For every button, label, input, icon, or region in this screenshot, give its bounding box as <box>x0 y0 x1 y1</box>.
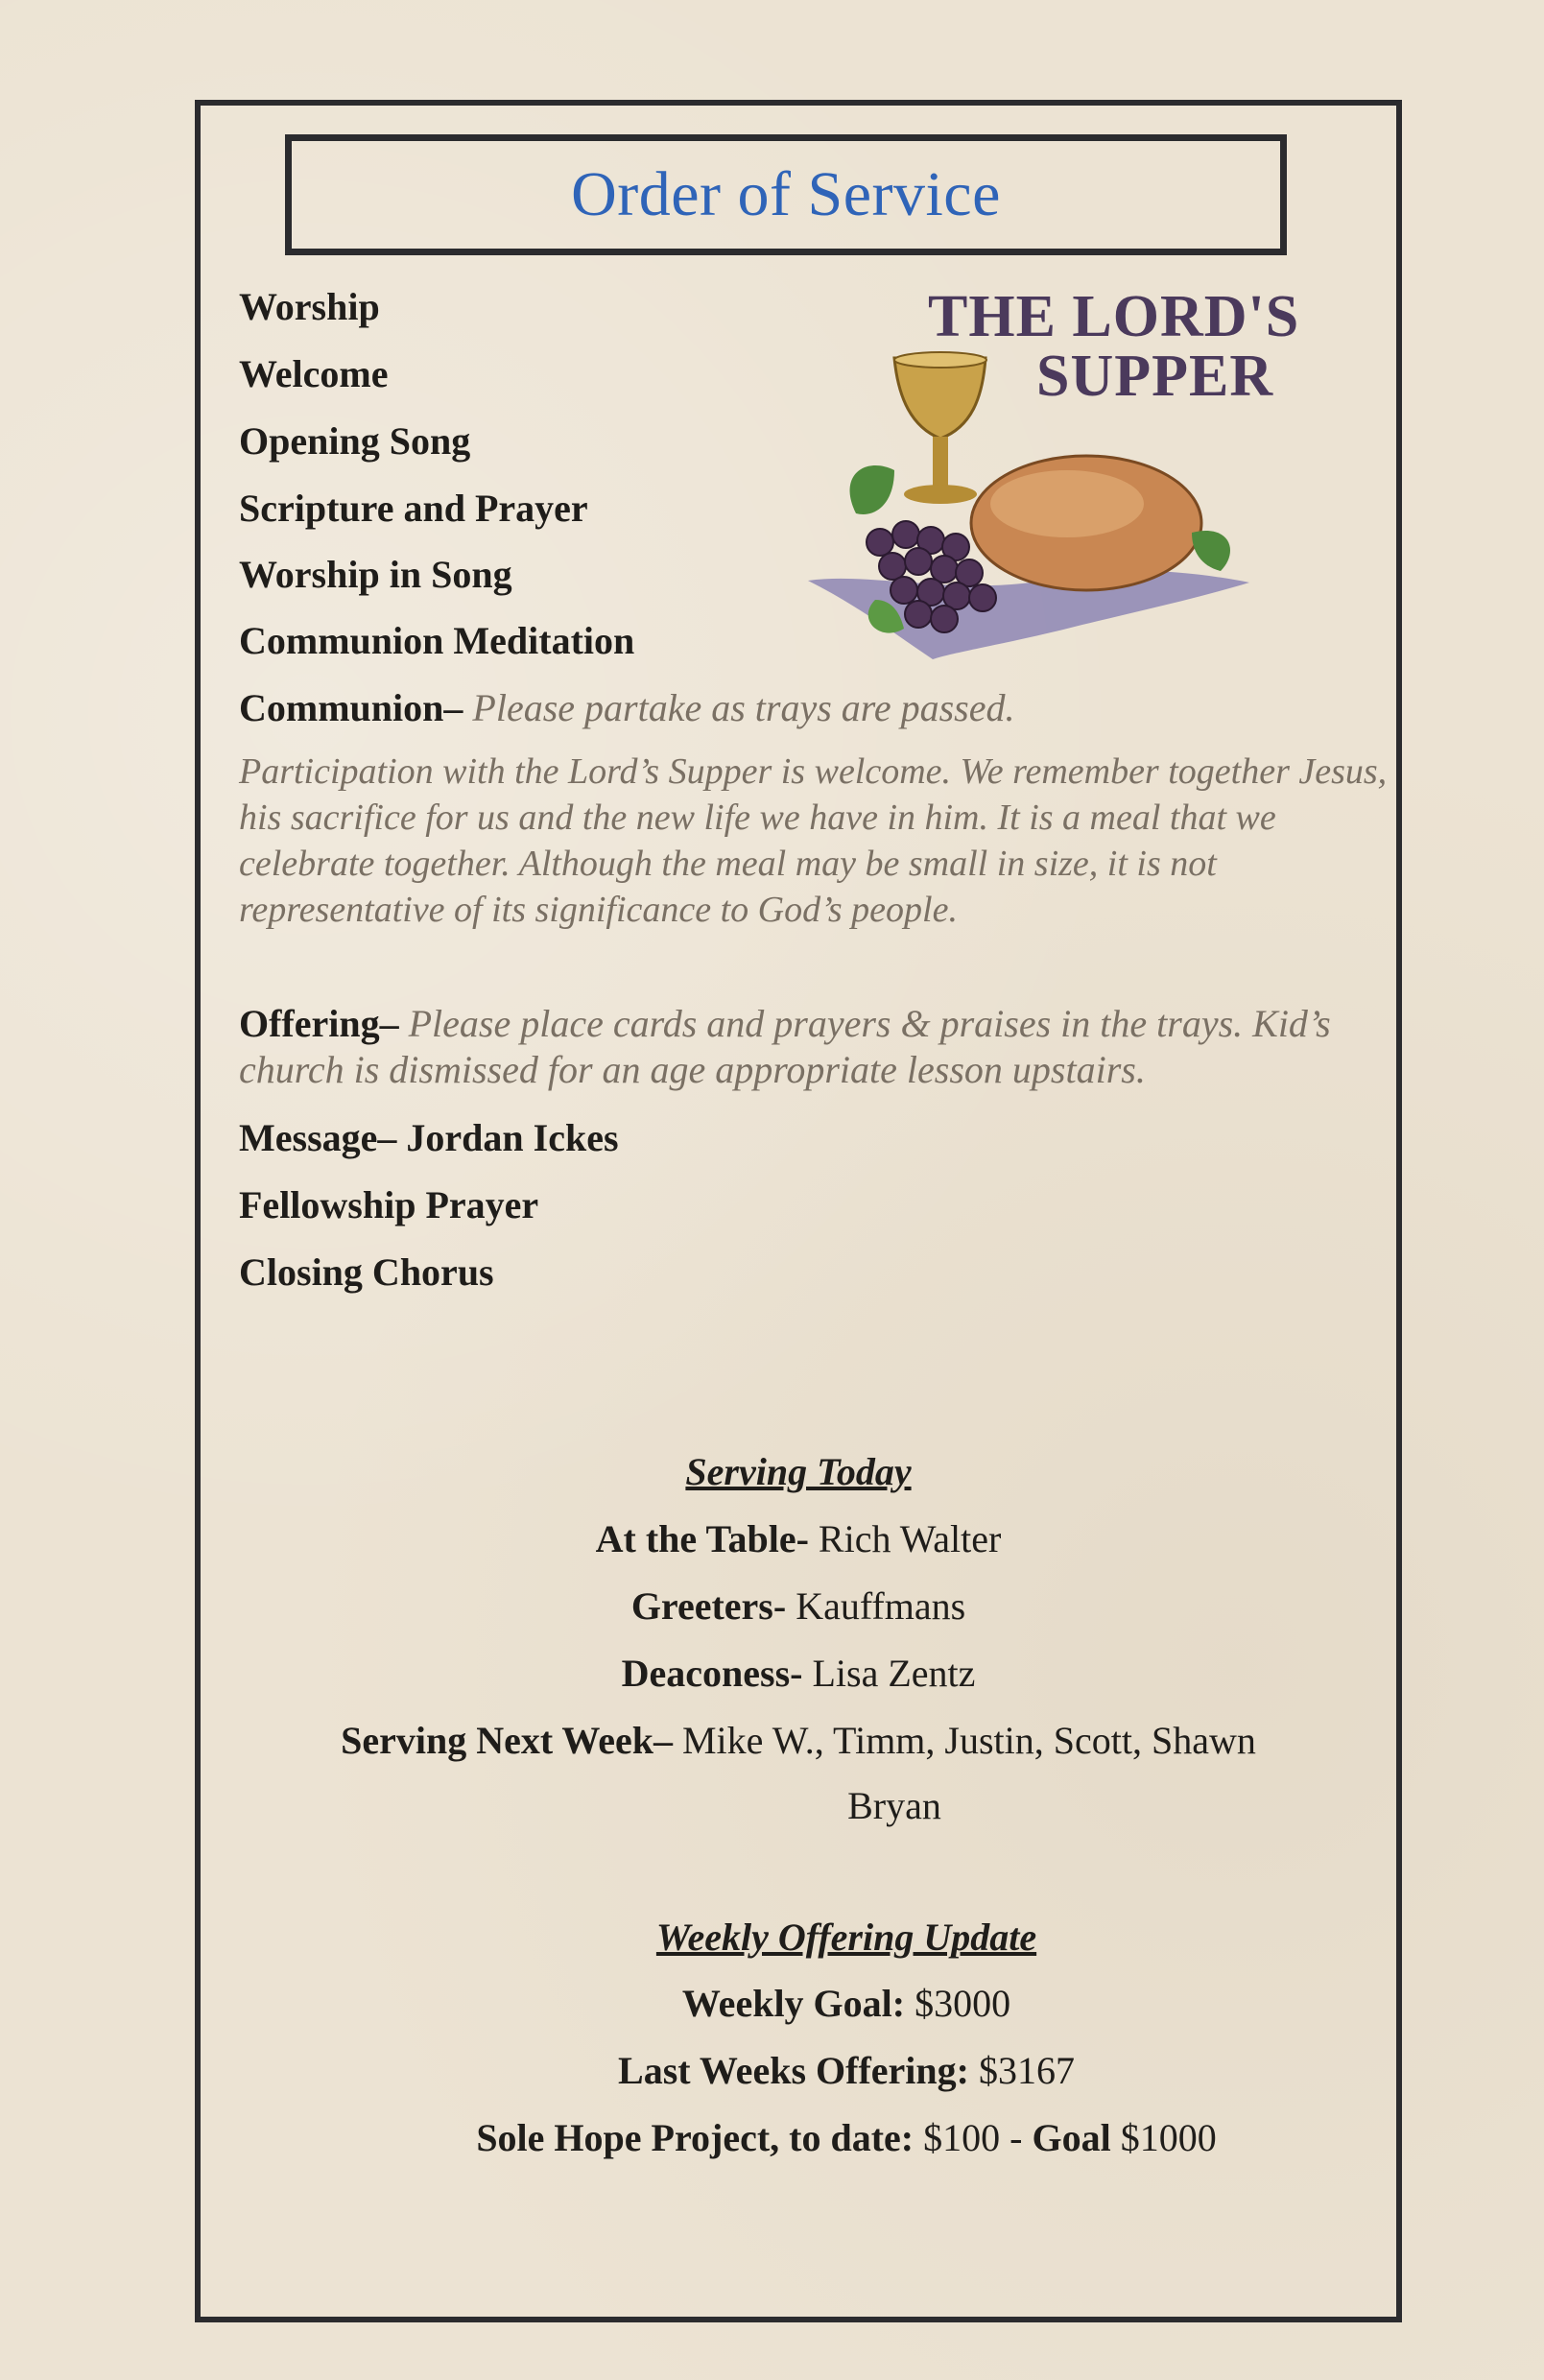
lords-supper-logo <box>779 283 1300 667</box>
order-item-worship-in-song: Worship in Song <box>239 553 512 596</box>
order-item-welcome: Welcome <box>239 352 389 395</box>
order-item-communion-meditation: Communion Meditation <box>239 619 635 662</box>
order-item-worship: Worship <box>239 285 380 328</box>
serving-line-next-week: Serving Next Week– Mike W., Timm, Justin, Scott, Shawn <box>341 1719 1256 1762</box>
offering-last-week: Last Weeks Offering: $3167 <box>618 2049 1075 2092</box>
serving-line-table: At the Table- Rich Walter <box>595 1517 1002 1560</box>
serving-line-greeters: Greeters- Kauffmans <box>630 1584 966 1628</box>
order-item-offering: Offering– Please place cards and prayers & praises in the trays. Kid’s church is dismissed for an age appropriate lesson upstairs. <box>239 1002 1331 1091</box>
serving-heading: Serving Today <box>685 1450 912 1493</box>
title-box <box>285 134 1287 255</box>
offering-note: Please place cards and prayers & praises in the trays. Kid’s church is dismissed for an age appropriate lesson upstairs. <box>239 1002 1331 1091</box>
serving-line-deaconess: Deaconess- Lisa Zentz <box>621 1652 976 1695</box>
order-item-message: Message– Jordan Ickes <box>239 1116 619 1159</box>
communion-note: Please partake as trays are passed. <box>463 686 1015 729</box>
offering-sole-hope: Sole Hope Project, to date: $100 - Goal $1000 <box>476 2116 1217 2159</box>
order-item-closing-chorus: Closing Chorus <box>239 1250 494 1294</box>
page-title: Order of Service <box>571 159 1001 229</box>
logo-title-line2: SUPPER <box>1036 344 1274 409</box>
offering-update-heading: Weekly Offering Update <box>655 1916 1037 1959</box>
order-item-communion: Communion– Please partake as trays are passed. <box>239 686 1015 729</box>
logo-title-line1: THE LORD'S <box>928 284 1300 349</box>
order-item-fellowship-prayer: Fellowship Prayer <box>239 1183 539 1226</box>
order-item-opening-song: Opening Song <box>239 419 471 463</box>
communion-paragraph: Participation with the Lord’s Supper is welcome. We remember together Jesus, his sacrifice for us and the new life we have in him. It is a meal that we celebrate together. Although the meal may be small in size, it is not representative of its significance to God’s people. <box>239 751 1388 930</box>
serving-continuation: Bryan <box>847 1784 941 1827</box>
offering-weekly-goal: Weekly Goal: $3000 <box>681 1982 1011 2025</box>
order-item-scripture-prayer: Scripture and Prayer <box>239 487 588 530</box>
